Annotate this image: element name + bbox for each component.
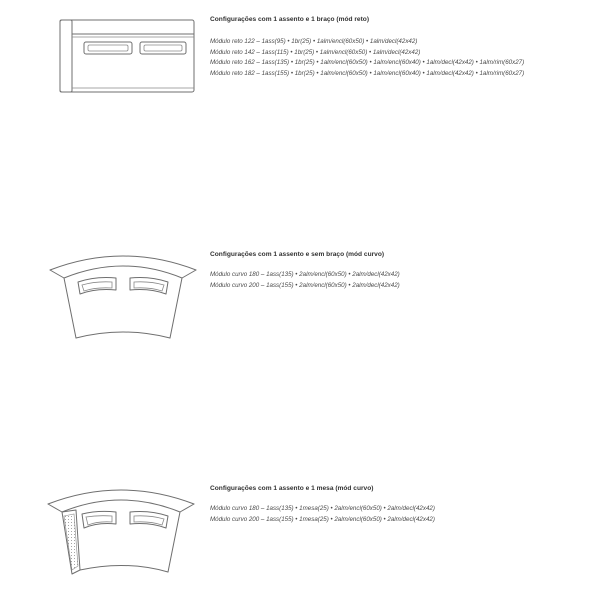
spec-list (210, 37, 524, 79)
spec-item: Módulo curvo 200 – 1ass(155) • 2alm/encl(60x50) • 2alm/decl(42x42) (210, 281, 400, 289)
spec-item: Módulo reto 162 – 1ass(135) • 1br(25) • 1alm/encl(60x50) • 1alm/encl(60x40) • 1alm/decl(42x42) • 1alm/rim(60x27) (210, 59, 525, 66)
curved-sofa-module-plan-icon (48, 248, 198, 348)
spec-item: Módulo reto 122 – 1ass(95) • 1br(25) • 1alm/encl(60x50) • 1alm/decl(42x42) (210, 38, 418, 45)
section-title: Configurações com 1 assento e sem braço (mód curvo) (210, 251, 385, 258)
spec-item: Módulo reto 182 – 1ass(155) • 1br(25) • 1alm/encl(60x50) • 1alm/encl(60x40) • 1alm/decl(42x42) • 1alm/rim(60x27) (210, 69, 525, 77)
section-title: Configurações com 1 assento e 1 mesa (mód curvo) (210, 485, 374, 492)
spec-item: Módulo curvo 180 – 1ass(135) • 2alm/encl(60x50) • 2alm/decl(42x42) (210, 271, 400, 278)
section-title: Configurações com 1 assento e 1 braço (mód reto) (210, 16, 370, 23)
spec-list (210, 504, 435, 525)
spec-item: Módulo curvo 200 – 1ass(155) • 1mesa(25) • 2alm/encl(60x50) • 2alm/decl(42x42) (210, 515, 435, 523)
straight-sofa-module-plan-icon (58, 18, 198, 96)
curved-sofa-with-table-plan-icon (46, 482, 196, 578)
spec-list (210, 270, 400, 291)
spec-item: Módulo reto 142 – 1ass(115) • 1br(25) • 1alm/encl(60x50) • 1alm/decl(42x42) (210, 48, 421, 56)
spec-item: Módulo curvo 180 – 1ass(135) • 1mesa(25) • 2alm/encl(60x50) • 2alm/decl(42x42) (210, 505, 435, 512)
